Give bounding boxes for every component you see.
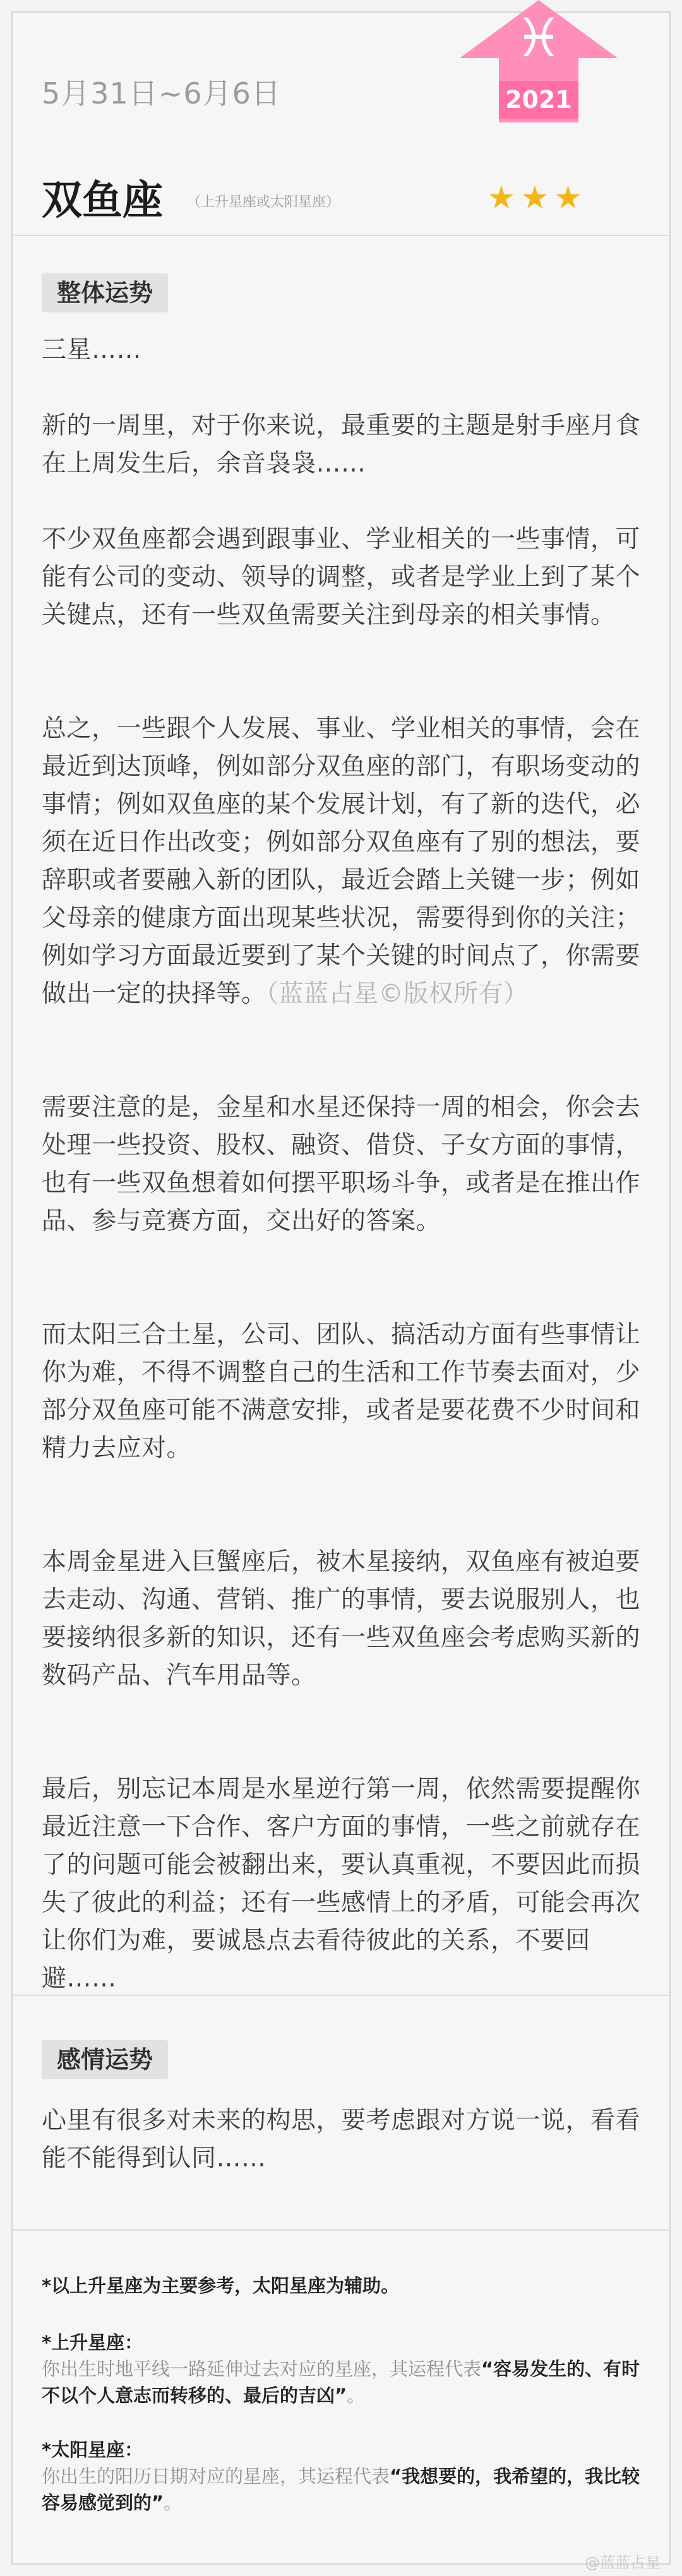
footnote-sun — [42, 2437, 642, 2516]
badge-year: 2021 — [505, 86, 572, 114]
pisces-symbol-icon: ♓ — [515, 7, 563, 69]
header — [0, 0, 682, 234]
footnote-sun-body — [42, 2463, 642, 2516]
paragraph: 最后，别忘记本周是水星逆行第一周，依然需要提醒你最近注意一下合作、客户方面的事情，一些之前就存在了的问题可能会被翻出来，要认真重视，不要因此而损失了彼此的利益；还有一些感情上的矛盾，可能会再次让你们为难，要诚恳点去看待彼此的关系，不要回避…… — [42, 1775, 641, 1993]
header-divider — [11, 235, 671, 236]
paragraph: 三星…… — [42, 336, 142, 364]
paragraph: 心里有很多对未来的构思，要考虑跟对方说一说，看看能不能得到认同…… — [42, 2106, 641, 2173]
section-label-overall: 整体运势 — [42, 273, 168, 312]
paragraph: 需要注意的是，金星和水星还保持一周的相会，你会去处理一些投资、股权、融资、借贷、子女方面的事情，也有一些双鱼想着如何摆平职场斗争，或者是在推出作品、参与竞赛方面，交出好的答案。 — [42, 1093, 641, 1235]
footnote-rising — [42, 2329, 642, 2409]
section-label-love: 感情运势 — [42, 2040, 168, 2079]
footnote-rising-body — [42, 2356, 642, 2409]
sign-title: 双鱼座 — [42, 177, 163, 224]
footnote-rising-title: *上升星座： — [42, 2332, 143, 2353]
paragraph: 而太阳三合土星，公司、团队、搞活动方面有些事情让你为难，不得不调整自己的生活和工作节奏去面对，少部分双鱼座可能不满意安排，或者是要花费不少时间和精力去应对。 — [42, 1321, 641, 1463]
year-badge — [460, 0, 618, 122]
paragraph: 不少双鱼座都会遇到跟事业、学业相关的一些事情，可能有公司的变动、领导的调整，或者是学业上到了某个关键点，还有一些双鱼需要关注到母亲的相关事情。 — [42, 525, 641, 629]
footnote-rising-quote: “容易发生的、有时不以个人意志而转移的、最后的吉凶” — [42, 2358, 640, 2406]
sign-note: （上升星座或太阳星座） — [187, 194, 340, 210]
paragraph — [42, 710, 642, 1013]
footnote-rising-text: 你出生时地平线一路延伸过去对应的星座，其运程代表 — [42, 2358, 482, 2380]
footnote-main — [42, 2272, 642, 2299]
paragraph-text: 总之，一些跟个人发展、事业、学业相关的事情，会在最近到达顶峰，例如部分双鱼座的部门，有职场变动的事情；例如双鱼座的某个发展计划，有了新的迭代，必须在近日作出改变；例如部分双鱼座有了别的想法，要辞职或者要融入新的团队，最近会踏上关键一步；例如父母亲的健康方面出现某些状况，需要得到你的关注；例如学习方面最近要到了某个关键的时间点了，你需要做出一定的抉择等。 — [42, 715, 641, 1008]
footnote-sun-end: 。 — [164, 2492, 182, 2514]
section-divider — [11, 1995, 671, 1996]
footnote-main-text: *以上升星座为主要参考，太阳星座为辅助。 — [42, 2275, 400, 2296]
footnote-sun-text: 你出生的阳历日期对应的星座，其运程代表 — [42, 2466, 390, 2487]
paragraph: 本周金星进入巨蟹座后，被木星接纳，双鱼座有被迫要去走动、沟通、营销、推广的事情，要去说服别人，也要接纳很多新的知识，还有一些双鱼座会考虑购买新的数码产品、汽车用品等。 — [42, 1548, 641, 1690]
rating-stars: ★★★ — [487, 179, 587, 216]
footnote-sun-title: *太阳星座： — [42, 2439, 143, 2460]
date-range: 5月31日~6月6日 — [42, 76, 281, 110]
copyright-note: （蓝蓝占星©版权所有） — [266, 980, 529, 1008]
footnote-rising-end: 。 — [347, 2385, 366, 2406]
footnote-sun-quote: “我想要的，我希望的，我比较容易感觉到的” — [42, 2466, 640, 2514]
paragraph: 新的一周里，对于你来说，最重要的主题是射手座月食在上周发生后，余音袅袅…… — [42, 412, 641, 478]
footnote-divider — [11, 2229, 671, 2231]
content-frame — [11, 11, 671, 2565]
watermark: @蓝蓝占星 — [585, 2554, 661, 2572]
